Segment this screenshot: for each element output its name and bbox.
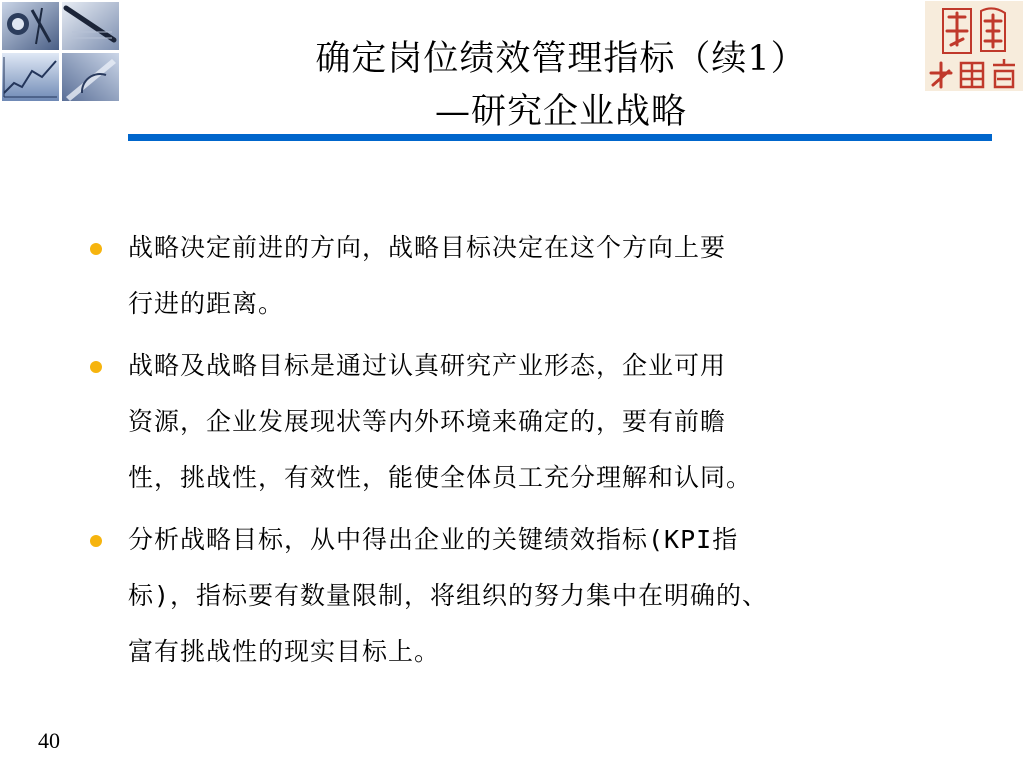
bullet-list (88, 220, 978, 686)
bullet-text-line: 标)，指标要有数量限制，将组织的努力集中在明确的、 (128, 581, 769, 610)
compass-photo-icon (2, 2, 59, 50)
bullet-dot-icon (90, 243, 102, 255)
bullet-text-line: 分析战略目标，从中得出企业的关键绩效指标(KPI指 (128, 525, 739, 554)
pen-photo-icon (62, 2, 119, 50)
bullet-item (88, 338, 978, 506)
page-number: 40 (38, 728, 60, 753)
chart-photo-icon (2, 53, 59, 101)
slide-title: 确定岗位绩效管理指标（续1） (315, 39, 807, 79)
slide-subtitle: —研究企业战略 (434, 92, 687, 132)
ruler-photo-icon (62, 53, 119, 101)
header-photo-collage (0, 0, 122, 104)
bullet-item (88, 512, 978, 680)
bullet-text-line: 战略决定前进的方向，战略目标决定在这个方向上要 (128, 233, 727, 262)
bullet-text-line: 富有挑战性的现实目标上。 (128, 637, 441, 666)
bullet-text-line: 行进的距离。 (128, 289, 285, 318)
bullet-dot-icon (90, 535, 102, 547)
title-divider (128, 134, 992, 141)
bullet-item (88, 220, 978, 332)
bullet-dot-icon (90, 361, 102, 373)
bullet-text-line: 战略及战略目标是通过认真研究产业形态，企业可用 (128, 351, 727, 380)
bullet-text-line: 性，挑战性，有效性，能使全体员工充分理解和认同。 (128, 463, 753, 492)
bullet-text-line: 资源，企业发展现状等内外环境来确定的，要有前瞻 (128, 407, 727, 436)
